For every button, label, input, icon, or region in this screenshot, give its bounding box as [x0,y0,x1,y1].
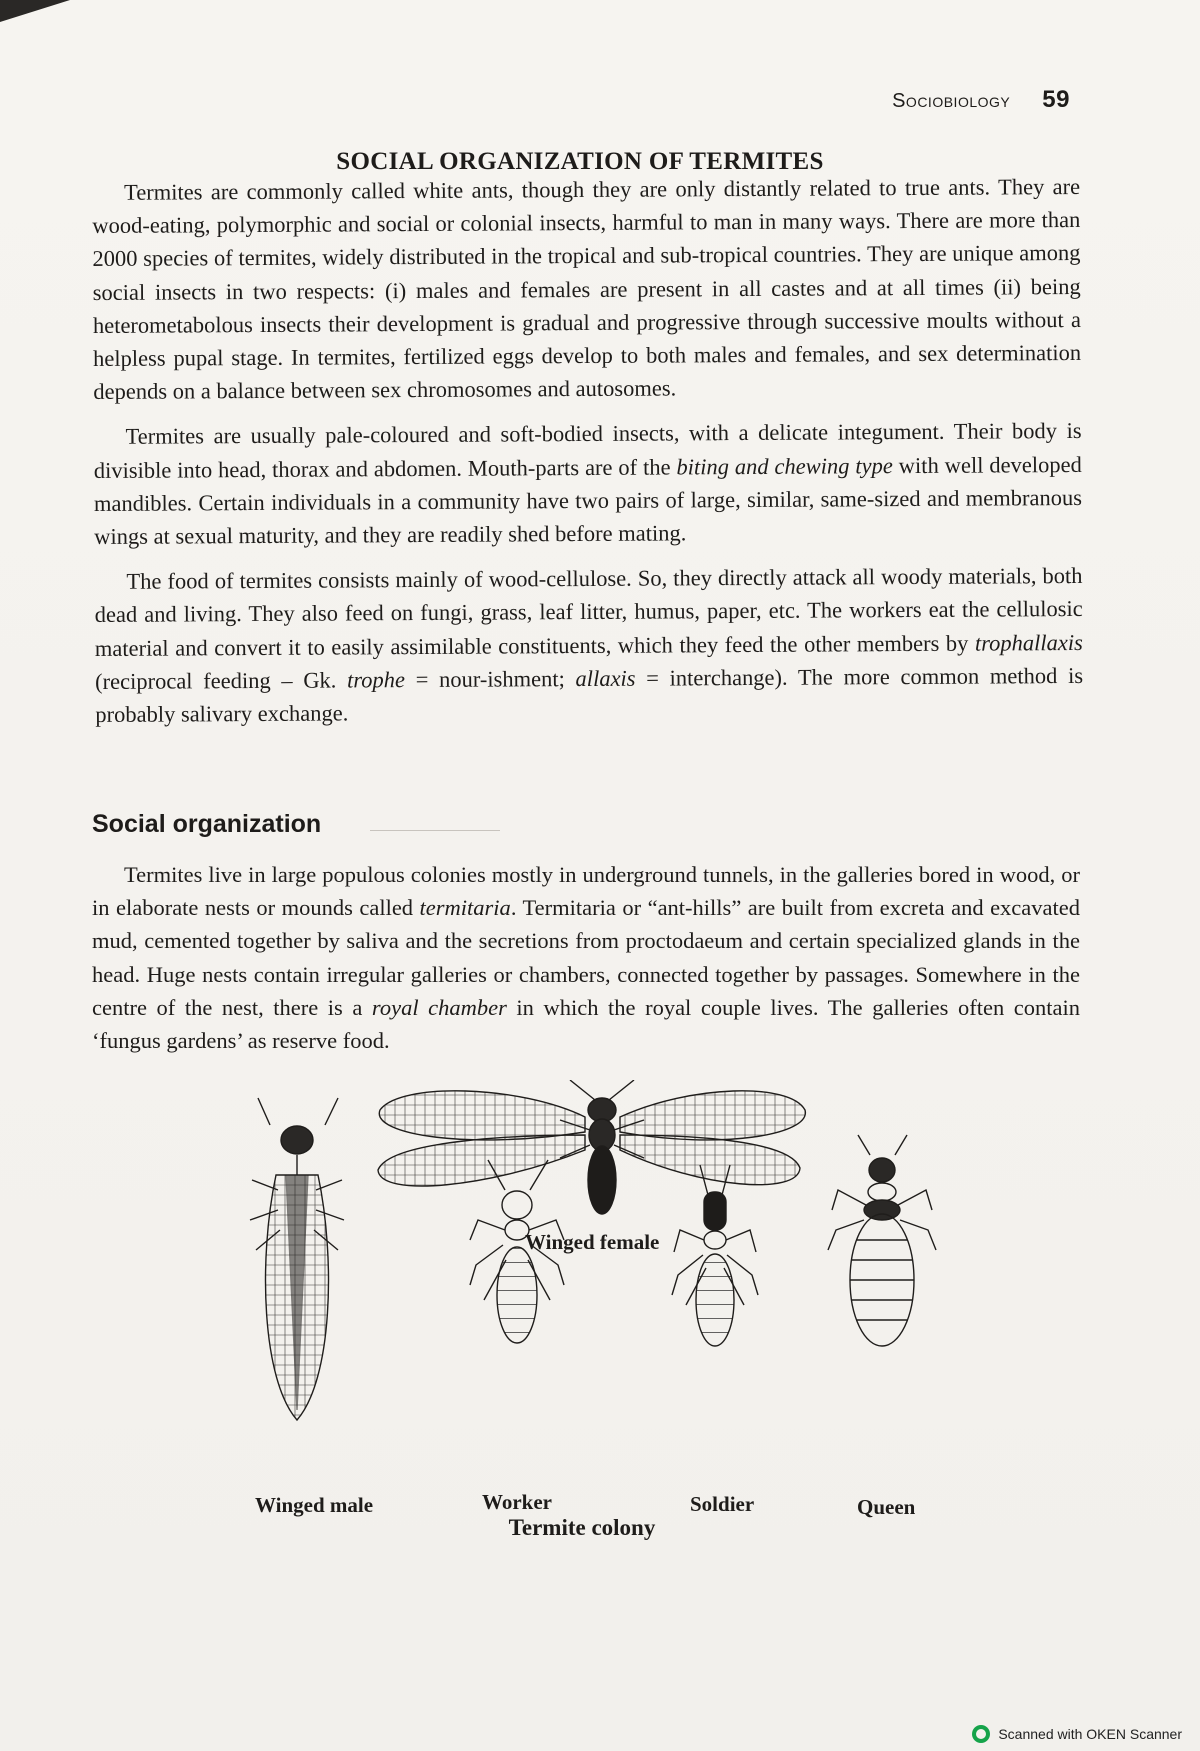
section-name: Sociobiology [892,90,1011,112]
label-worker: Worker [482,1490,552,1514]
scanner-footer [972,1725,1182,1743]
italic-term: trophe [347,666,406,693]
text-run: = interchange). The more common method is probably salivary exchange. [95,662,1084,728]
italic-term: allaxis [575,665,636,691]
winged-male-drawing [250,1098,344,1420]
text-run: Termites live in large populous colonies mostly in underground tunnels, in the galleries bored in wood, or in elaborate nests or mounds called [92,862,1080,921]
section-heading: Social organization [92,810,322,838]
winged-female-drawing [378,1080,805,1214]
text-run: (reciprocal feeding – Gk. [95,667,348,694]
page-title: SOCIAL ORGANIZATION OF TERMITES [336,148,824,175]
intro-text [92,170,1083,743]
italic-term: trophallaxis [974,629,1083,656]
text-run: in which the royal couple lives. The galleries often contain ‘fungus gardens’ as reserve food. [92,994,1080,1054]
paragraph [94,559,1083,731]
italic-term: royal chamber [371,994,507,1020]
social-organization-text [92,858,1080,1069]
figure-caption: Termite colony [508,1515,656,1540]
label-winged-male: Winged male [255,1493,374,1517]
paragraph [93,414,1082,553]
label-soldier: Soldier [690,1492,755,1516]
soldier-drawing [672,1165,758,1346]
paragraph [92,858,1080,1057]
label-winged-female: Winged female [525,1230,660,1254]
queen-drawing [828,1135,936,1346]
paragraph [92,170,1081,408]
page-number: 59 [1042,86,1070,113]
section-rule [370,830,500,831]
text-run: = nour-ishment; [404,665,576,692]
text-run: The food of termites consists mainly of wood-cellulose. So, they directly attack all woody materials, both dead and living. They also feed on fungi, grass, leaf litter, humus, paper, etc. The workers eat the cellulosic material and convert it to easily assimilable constituents, which they feed the other members by [94,563,1083,661]
italic-term: termitaria [419,895,511,921]
label-queen: Queen [857,1495,916,1519]
scanner-text: Scanned with OKEN Scanner [998,1726,1182,1742]
text-run: Termites are usually pale-coloured and soft-bodied insects, with a delicate integument. Their body is divisible into head, thorax and abdomen. Mouth-parts are of the [93,418,1082,483]
termite-illustrations [0,1080,1200,1560]
italic-term: biting and chewing type [676,452,893,480]
text-run: with well developed mandibles. Certain individuals in a community have two pairs of large, similar, same-sized and membranous wings at sexual maturity, and they are readily shed before mating. [93,451,1083,550]
scanner-logo-icon [972,1725,990,1743]
text-run: . Termitaria or “ant-hills” are built from excreta and excavated mud, cemented together by saliva and the secretions from proctodaeum and certain specialized glands in the head. Huge nests contain irregular galleries or chambers, connected together by passages. Somewhere in the centre of the nest, there is a [92,895,1080,1020]
text-run: Termites are commonly called white ants, though they are only distantly related to true ants. They are wood-eating, polymorphic and social or colonial insects, harmful to man in many ways. There are more than 2000 species of termites, widely distributed in the tropical and sub-tropical countries. They are unique among social insects in two respects: (i) males and females are present in all castes and at all times (ii) being heterometabolous insects their development is gradual and progressive through successive moults without a helpless pupal stage. In termites, fertilized eggs develop to both males and females, and sex determination depends on a balance between sex chromosomes and autosomes. [92,173,1082,405]
termite-colony-figure [0,1080,1200,1560]
running-head [892,86,1070,114]
page-corner-shadow [0,0,70,22]
